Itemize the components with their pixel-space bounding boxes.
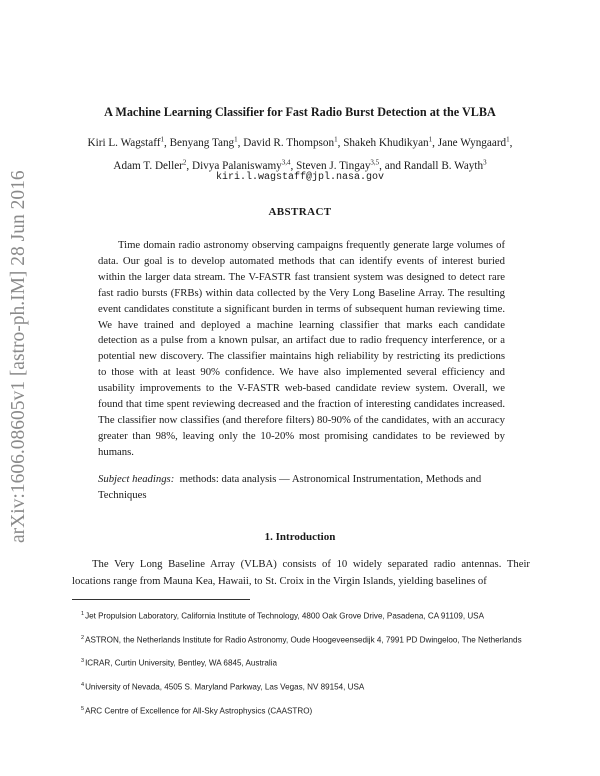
footnote-item: $^4$University of Nevada, 4505 S. Maryland Parkway, Las Vegas, NV 89154, USA <box>81 682 365 692</box>
subject-headings-label: Subject headings: <box>98 473 175 485</box>
author: Randall B. Wayth$^3$ <box>403 158 487 173</box>
subject-headings <box>98 471 505 503</box>
section-heading-introduction: 1. Introduction <box>264 531 336 543</box>
author: Steven J. Tingay$^{3,5}$, and <box>296 158 404 173</box>
footnote-item: $^2$ASTRON, the Netherlands Institute for Radio Astronomy, Oude Hoogeveensedijk 4, 7991 PD Dwingeloo, The Netherlands <box>81 634 522 645</box>
author-list <box>80 129 520 176</box>
footnote-item: $^1$Jet Propulsion Laboratory, California Institute of Technology, 4800 Oak Grove Drive, Pasadena, CA 91109, USA <box>81 611 484 621</box>
footnote-list <box>72 609 530 727</box>
footnote-item: $^5$ARC Centre of Excellence for All-Sky Astrophysics (CAASTRO) <box>81 705 313 716</box>
author: Kiri L. Wagstaff$^1$, <box>87 135 170 149</box>
footnote-divider <box>72 599 250 600</box>
author: Shakeh Khudikyan$^1$, <box>343 135 438 149</box>
subject-headings-text: methods: data analysis — Astronomical Instrumentation, Methods and Techniques <box>98 473 482 501</box>
footnote-item: $^3$ICRAR, Curtin University, Bentley, WA 6845, Australia <box>81 658 277 669</box>
author: Adam T. Deller$^2$, <box>113 158 192 173</box>
arxiv-identifier: arXiv:1606.08605v1 [astro-ph.IM] 28 Jun 2016 <box>8 170 29 543</box>
abstract-text: Time domain radio astronomy observing campaigns frequently generate large volumes of data. Our goal is to develop automated methods that can identify events of interest buried within the larger data stream. The V-FASTR fast transient system was designed to detect rare fast radio bursts (FRBs) within data collected by the Very Long Baseline Array. The resulting event candidates constitute a significant burden in terms of subsequent human reviewing time. We have trained and deployed a machine learning classifier that marks each candidate detection as a pulse from a known pulsar, an artifact due to radio frequency interference, or a potential new discovery. The classifier maintains high reliability by restricting its predictions to those with at least 90% confidence. We have also implemented several efficiency and usability improvements to the V-FASTR web-based candidate review system. Overall, we found that time spent reviewing decreased and the fraction of interesting candidates increased. The classifier now classifies (and therefore filters) 80-90% of the candidates, with an accuracy greater than 98%, leaving only the 10-20% most promising candidates to be reviewed by humans. <box>98 239 505 458</box>
author: David R. Thompson$^1$, <box>243 135 344 149</box>
contact-email: kiri.l.wagstaff@jpl.nasa.gov <box>215 172 385 183</box>
author: Jane Wyngaard$^1$, <box>437 135 513 149</box>
introduction-paragraph: The Very Long Baseline Array (VLBA) consists of 10 widely separated radio antennas. Their locations range from Mauna Kea, Hawaii, to St. Croix in the Virgin Islands, yielding baselines of <box>72 558 530 587</box>
paper-title: A Machine Learning Classifier for Fast Radio Burst Detection at the VLBA <box>104 105 496 119</box>
abstract-heading: ABSTRACT <box>268 206 332 218</box>
author: Benyang Tang$^1$, <box>169 135 244 149</box>
author: Divya Palaniswamy$^{3,4}$, <box>191 158 297 173</box>
